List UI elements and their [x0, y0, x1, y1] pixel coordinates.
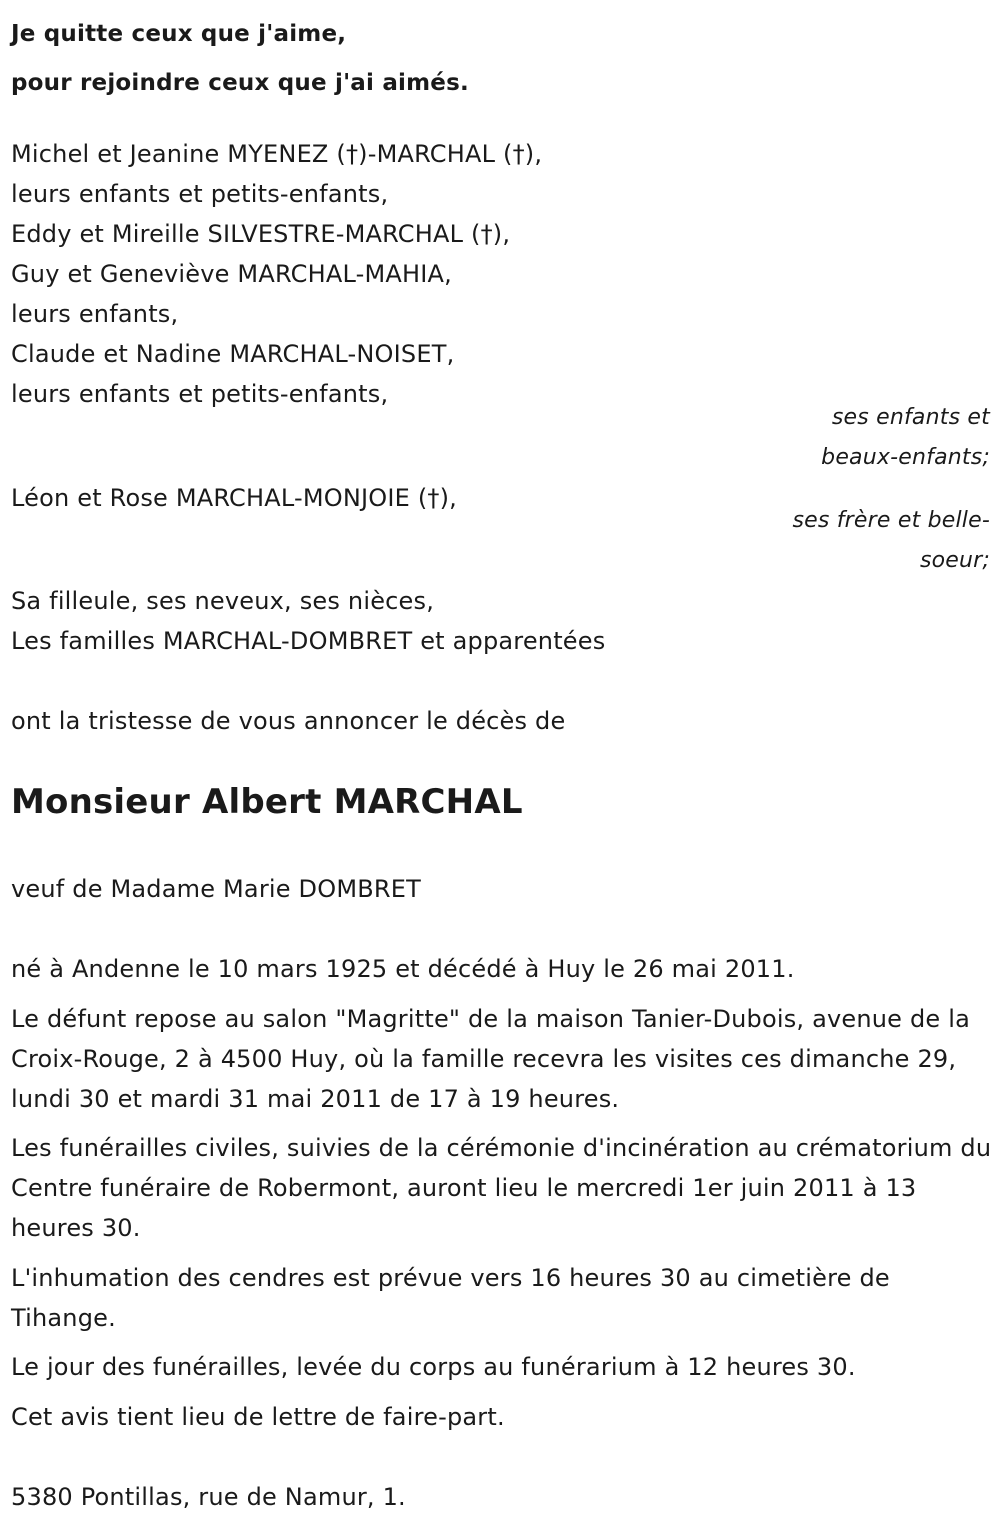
- birth-death-paragraph: né à Andenne le 10 mars 1925 et décédé à Huy le 26 mai 2011.: [11, 955, 795, 983]
- extended-family-line-2: Les familles MARCHAL-DOMBRET et apparentées: [11, 627, 606, 655]
- family-line: Eddy et Mireille SILVESTRE-MARCHAL (†),: [11, 220, 511, 248]
- relation-siblings-line-2: soeur;: [919, 548, 990, 573]
- epigraph-line-2: pour rejoindre ceux que j'ai aimés.: [11, 70, 469, 96]
- family-line: Michel et Jeanine MYENEZ (†)-MARCHAL (†),: [11, 140, 543, 168]
- family-line: Léon et Rose MARCHAL-MONJOIE (†),: [11, 484, 458, 512]
- relation-siblings-label: [760, 501, 990, 581]
- family-line: Guy et Geneviève MARCHAL-MAHIA,: [11, 260, 452, 288]
- relation-siblings-line-1: ses frère et belle-: [792, 508, 990, 533]
- relation-children-line-1: ses enfants et: [831, 405, 990, 430]
- deceased-name: Monsieur Albert MARCHAL: [11, 782, 523, 822]
- announcement-line: ont la tristesse de vous annoncer le décès de: [11, 707, 566, 735]
- relation-children-line-2: beaux-enfants;: [821, 445, 990, 470]
- family-group-siblings: [11, 478, 457, 518]
- family-group-children: [11, 134, 542, 414]
- epigraph-line-1: Je quitte ceux que j'aime,: [11, 21, 347, 47]
- notice-paragraph: Cet avis tient lieu de lettre de faire-part.: [11, 1403, 505, 1431]
- family-line: leurs enfants et petits-enfants,: [11, 180, 389, 208]
- relation-children-label: [760, 398, 990, 478]
- funeral-paragraph: Les funérailles civiles, suivies de la cérémonie d'incinération au crématorium du Centre funéraire de Robermont, auront lieu le mercredi 1er juin 2011 à 13 heures 30.: [11, 1134, 992, 1242]
- burial-paragraph: L'inhumation des cendres est prévue vers 16 heures 30 au cimetière de Tihange.: [11, 1264, 890, 1332]
- body-removal-paragraph: Le jour des funérailles, levée du corps au funérarium à 12 heures 30.: [11, 1353, 856, 1381]
- widower-of-line: veuf de Madame Marie DOMBRET: [11, 875, 422, 903]
- family-line: Claude et Nadine MARCHAL-NOISET,: [11, 340, 455, 368]
- extended-family: [11, 581, 605, 661]
- viewing-paragraph: Le défunt repose au salon "Magritte" de la maison Tanier-Dubois, avenue de la Croix-Rouge, 2 à 4500 Huy, où la famille recevra les visites ces dimanche 29, lundi 30 et mardi 31 mai 2011 de 17 à 19 heures.: [11, 1005, 970, 1113]
- address-line: 5380 Pontillas, rue de Namur, 1.: [11, 1483, 406, 1511]
- family-line: leurs enfants,: [11, 300, 179, 328]
- extended-family-line-1: Sa filleule, ses neveux, ses nièces,: [11, 587, 435, 615]
- family-line: leurs enfants et petits-enfants,: [11, 380, 389, 408]
- epigraph: [11, 10, 469, 108]
